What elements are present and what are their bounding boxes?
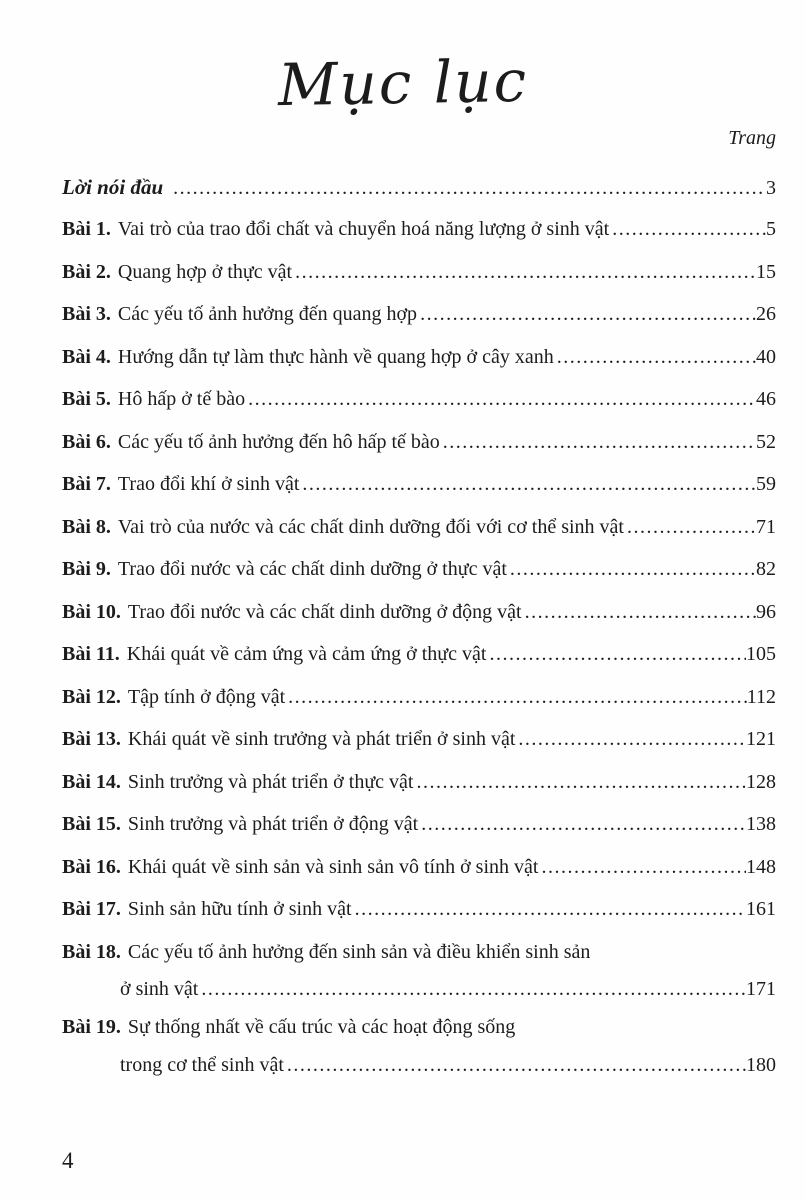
toc-entry-label: Bài 14.	[62, 770, 121, 793]
dot-leader	[420, 293, 756, 336]
toc-entry-label: Bài 18.	[62, 940, 121, 963]
dot-leader	[248, 378, 756, 421]
toc-entry-title: Khái quát về cảm ứng và cảm ứng ở thực vật	[126, 643, 487, 666]
title-wrap	[0, 0, 806, 120]
toc-entry-label: Bài 1.	[62, 218, 111, 241]
toc-entry-label: Bài 5.	[62, 388, 111, 411]
toc-entry-title: Tập tính ở động vật	[127, 685, 286, 708]
toc-entry-label: Bài 15.	[62, 813, 121, 836]
toc-entry-label: Bài 16.	[62, 855, 121, 878]
dot-leader	[612, 208, 766, 251]
toc-entry-page: 96	[756, 600, 776, 623]
toc-entry-page: 161	[746, 898, 776, 921]
toc-entry-label: Bài 13.	[62, 728, 121, 751]
toc-list	[62, 166, 776, 1082]
toc-entry-title: Các yếu tố ảnh hưởng đến sinh sản và điều khiển sinh sản	[127, 940, 591, 963]
toc-entry	[62, 506, 776, 549]
dot-leader	[416, 761, 746, 804]
toc-entry-page: 59	[756, 473, 776, 496]
toc-entry-page: 112	[746, 685, 776, 708]
toc-entry-page: 71	[756, 515, 776, 538]
dot-leader	[627, 506, 756, 549]
dot-leader	[489, 633, 746, 676]
toc-entry-label: Bài 17.	[62, 898, 121, 921]
toc-entry	[62, 293, 776, 336]
toc-entry	[62, 846, 776, 889]
toc-entry-page: 5	[766, 218, 776, 241]
toc-entry-label: Bài 10.	[62, 600, 121, 623]
toc-entry-title: Khái quát về sinh trưởng và phát triển ở sinh vật	[127, 728, 516, 751]
toc-entry-label: Bài 8.	[62, 515, 111, 538]
dot-leader	[288, 676, 747, 719]
toc-entry	[62, 463, 776, 506]
toc-entry-label: Bài 3.	[62, 303, 111, 326]
toc-entry-page: 46	[756, 388, 776, 411]
toc-entry	[62, 676, 776, 719]
toc-entry-label: Bài 4.	[62, 345, 111, 368]
toc-entry-label: Bài 11.	[62, 643, 120, 666]
toc-entry-title: Trao đổi nước và các chất dinh dưỡng ở thực vật	[117, 558, 507, 581]
page-column-header: Trang	[728, 126, 776, 149]
toc-entry-page: 82	[756, 558, 776, 581]
dot-leader	[541, 846, 746, 889]
dot-leader	[421, 803, 746, 846]
toc-entry	[62, 378, 776, 421]
toc-entry-title: Vai trò của nước và các chất dinh dưỡng đối với cơ thể sinh vật	[117, 515, 624, 538]
toc-entry-title: Khái quát về sinh sản và sinh sản vô tính ở sinh vật	[127, 855, 539, 878]
toc-entry-title: Sinh trưởng và phát triển ở thực vật	[127, 770, 414, 793]
dot-leader	[302, 463, 756, 506]
dot-leader	[443, 421, 756, 464]
toc-entry-page: 26	[756, 303, 776, 326]
toc-entry-title: Trao đổi khí ở sinh vật	[117, 473, 300, 496]
toc-entry-page: 180	[746, 1053, 776, 1076]
toc-entry	[62, 166, 776, 209]
toc-entry	[62, 336, 776, 379]
toc-entry-title: Sinh sản hữu tính ở sinh vật	[127, 898, 352, 921]
page-title: Mục lục	[277, 46, 529, 120]
dot-leader	[510, 548, 756, 591]
toc-entry-title: Trao đổi nước và các chất dinh dưỡng ở động vật	[127, 600, 522, 623]
toc-entry	[62, 633, 776, 676]
toc-entry-page: 138	[746, 813, 776, 836]
toc-entry-page: 121	[746, 728, 776, 751]
toc-entry-title: Quang hợp ở thực vật	[117, 260, 293, 283]
toc-entry-label: Bài 19.	[62, 1016, 121, 1039]
toc-entry-page: 128	[746, 770, 776, 793]
toc-entry-continuation	[62, 1049, 776, 1082]
toc-entry	[62, 803, 776, 846]
dot-leader	[173, 167, 766, 210]
toc-entry-title-continued: trong cơ thể sinh vật	[120, 1053, 284, 1076]
toc-entry-label: Bài 12.	[62, 685, 121, 708]
dot-leader	[355, 888, 746, 931]
toc-entry-title: Sự thống nhất về cấu trúc và các hoạt động sống	[127, 1016, 516, 1039]
dot-leader	[287, 1049, 746, 1082]
toc-entry-title: Vai trò của trao đổi chất và chuyển hoá năng lượng ở sinh vật	[117, 218, 610, 241]
toc-entry-title: Các yếu tố ảnh hưởng đến hô hấp tế bào	[117, 430, 440, 453]
toc-entry-label: Bài 2.	[62, 260, 111, 283]
toc-entry-title: Các yếu tố ảnh hưởng đến quang hợp	[117, 303, 418, 326]
toc-entry	[62, 718, 776, 761]
toc-entry	[62, 888, 776, 931]
toc-entry-page: 52	[756, 430, 776, 453]
toc-entry-title: Hướng dẫn tự làm thực hành về quang hợp ở cây xanh	[117, 345, 554, 368]
toc-entry-page: 171	[746, 978, 776, 1001]
toc-entry	[62, 1006, 776, 1049]
dot-leader	[525, 591, 756, 634]
dot-leader	[201, 973, 746, 1006]
toc-entry-page: 40	[756, 345, 776, 368]
toc-entry	[62, 591, 776, 634]
toc-entry	[62, 208, 776, 251]
toc-entry-label: Lời nói đầu	[62, 174, 164, 199]
dot-leader	[557, 336, 756, 379]
toc-entry-label: Bài 9.	[62, 558, 111, 581]
toc-entry-title-continued: ở sinh vật	[120, 978, 199, 1001]
footer-page-number: 4	[62, 1148, 74, 1173]
toc-entry-continuation	[62, 973, 776, 1006]
toc-entry-page: 3	[766, 176, 776, 199]
toc-entry-page: 15	[756, 260, 776, 283]
toc-entry-page: 105	[746, 643, 776, 666]
toc-entry-title: Hô hấp ở tế bào	[117, 388, 246, 411]
toc-entry-label: Bài 7.	[62, 473, 111, 496]
toc-entry	[62, 931, 776, 974]
toc-entry-title: Sinh trưởng và phát triển ở động vật	[127, 813, 419, 836]
toc-entry	[62, 421, 776, 464]
dot-leader	[295, 251, 756, 294]
toc-entry	[62, 761, 776, 804]
toc-entry	[62, 251, 776, 294]
toc-entry-label: Bài 6.	[62, 430, 111, 453]
toc-entry-page: 148	[746, 855, 776, 878]
dot-leader	[518, 718, 746, 761]
toc-entry	[62, 548, 776, 591]
